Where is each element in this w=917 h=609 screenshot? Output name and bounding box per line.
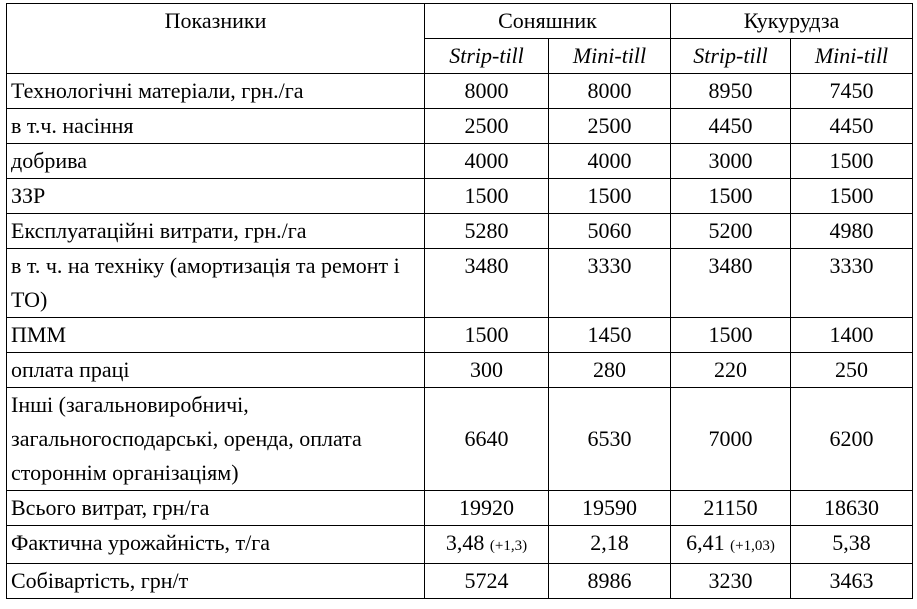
row-label: добрива (7, 144, 425, 179)
cell-value: 1400 (791, 318, 913, 353)
corn-mini-till-header: Mini-till (791, 39, 913, 74)
cell-value: 1500 (425, 179, 549, 214)
cell-value: 3480 (671, 249, 791, 318)
table-row (7, 388, 913, 491)
row-label: в т.ч. насіння (7, 109, 425, 144)
cell-value: 2500 (425, 109, 549, 144)
row-label: Собівартість, грн/т (7, 564, 425, 599)
table-row (7, 144, 913, 179)
cell-value: 1450 (549, 318, 671, 353)
cell-value: 3463 (791, 564, 913, 599)
table-row (7, 249, 913, 318)
cell-value (425, 526, 549, 564)
cell-value: 5060 (549, 214, 671, 249)
table-row (7, 214, 913, 249)
cell-value: 4450 (671, 109, 791, 144)
sunflower-mini-till-header: Mini-till (549, 39, 671, 74)
yield-increase-note: (+1,3) (489, 538, 528, 554)
yield-value: 2,18 (590, 530, 629, 555)
table-row (7, 318, 913, 353)
cell-value: 300 (425, 353, 549, 388)
table-row (7, 179, 913, 214)
table-row (7, 526, 913, 564)
cell-value: 3000 (671, 144, 791, 179)
cell-value: 1500 (425, 318, 549, 353)
sunflower-strip-till-header: Strip-till (425, 39, 549, 74)
cell-value (791, 526, 913, 564)
cell-value: 8950 (671, 74, 791, 109)
cell-value: 3230 (671, 564, 791, 599)
cell-value: 1500 (791, 144, 913, 179)
cell-value: 6530 (549, 388, 671, 491)
table-row (7, 74, 913, 109)
row-label: оплата праці (7, 353, 425, 388)
header-row (7, 4, 913, 39)
cell-value (671, 526, 791, 564)
cell-value: 5200 (671, 214, 791, 249)
row-label: Всього витрат, грн/га (7, 491, 425, 526)
cell-value: 8000 (425, 74, 549, 109)
row-label: Фактична урожайність, т/га (7, 526, 425, 564)
cell-value: 3330 (549, 249, 671, 318)
cell-value: 18630 (791, 491, 913, 526)
cell-value: 6640 (425, 388, 549, 491)
cell-value: 4450 (791, 109, 913, 144)
cell-value: 4000 (549, 144, 671, 179)
row-label: Технологічні матеріали, грн./га (7, 74, 425, 109)
cell-value: 6200 (791, 388, 913, 491)
cell-value: 250 (791, 353, 913, 388)
cell-value: 19590 (549, 491, 671, 526)
row-label: ЗЗР (7, 179, 425, 214)
yield-value: 5,38 (832, 530, 871, 555)
cell-value: 1500 (549, 179, 671, 214)
cell-value: 1500 (791, 179, 913, 214)
cell-value: 1500 (671, 179, 791, 214)
row-label: в т. ч. на техніку (амортизація та ремонт і ТО) (7, 249, 425, 318)
indicators-header: Показники (7, 4, 425, 74)
cell-value: 220 (671, 353, 791, 388)
cell-value: 8986 (549, 564, 671, 599)
cell-value: 1500 (671, 318, 791, 353)
cell-value: 5280 (425, 214, 549, 249)
cell-value: 8000 (549, 74, 671, 109)
sunflower-header: Соняшник (425, 4, 671, 39)
cell-value: 2500 (549, 109, 671, 144)
cell-value: 3480 (425, 249, 549, 318)
cell-value: 7000 (671, 388, 791, 491)
row-label: ПММ (7, 318, 425, 353)
cell-value: 4000 (425, 144, 549, 179)
yield-increase-note: (+1,03) (730, 538, 775, 554)
yield-value: 6,41 (686, 530, 725, 555)
cell-value: 21150 (671, 491, 791, 526)
table-row (7, 491, 913, 526)
row-label: Експлуатаційні витрати, грн./га (7, 214, 425, 249)
yield-value: 3,48 (445, 530, 485, 555)
cell-value: 280 (549, 353, 671, 388)
table-row (7, 353, 913, 388)
corn-header: Кукурудза (671, 4, 913, 39)
row-label: Інші (загальновиробничі, загальногосподарські, оренда, оплата стороннім організаціям) (7, 388, 425, 491)
cell-value: 19920 (425, 491, 549, 526)
cell-value: 7450 (791, 74, 913, 109)
corn-strip-till-header: Strip-till (671, 39, 791, 74)
table-row (7, 109, 913, 144)
cell-value: 3330 (791, 249, 913, 318)
cell-value: 5724 (425, 564, 549, 599)
cost-comparison-table (6, 3, 913, 599)
cell-value: 4980 (791, 214, 913, 249)
table-row (7, 564, 913, 599)
cell-value (549, 526, 671, 564)
